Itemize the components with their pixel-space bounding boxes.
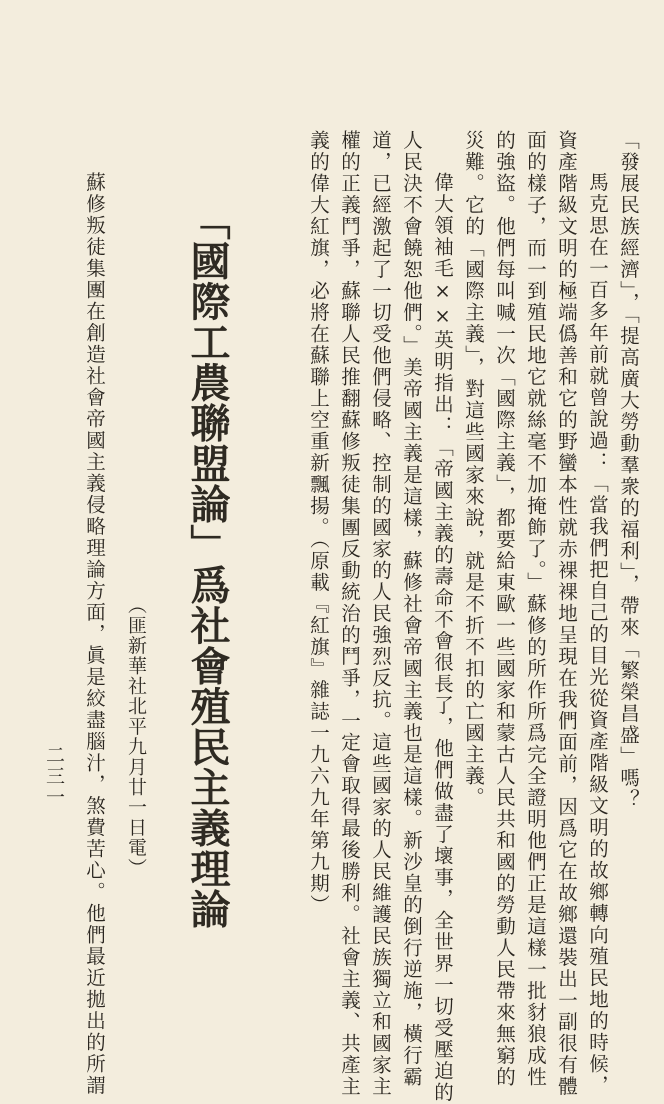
text-column: 人民決不會饒恕他們。」美帝國主義是這樣，蘇修社會帝國主義也是這樣。新沙皇的倒行逆施，橫行霸 — [400, 130, 423, 1088]
text-column: 蘇修叛徒集團在創造社會帝國主義侵略理論方面，眞是絞盡腦汁，煞費苦心。他們最近拋出的所謂 — [83, 172, 106, 1097]
text-column: 道，已經激起了一切受他們侵略、控制的國家的人民強烈反抗。這些國家的人民維護民族獨立和國家主 — [369, 130, 392, 1098]
text-column: 資產階級文明的極端僞善和它的野蠻本性就赤裸裸地呈現在我們面前，因爲它在故鄉還裝出一副很有體 — [555, 130, 578, 1098]
text-column: 義的偉大紅旗，必將在蘇聯上空重新飄揚。（原載『紅旗』雜誌一九六九年第九期） — [307, 130, 330, 916]
text-column: 的強盜。他們每叫喊一次「國際主義」，都要給東歐一些國家和蒙古人民共和國的勞動人民帶來無窮的 — [493, 130, 516, 1088]
text-column: 災難。它的「國際主義」，對這些國家來說，就是不折不扣的亡國主義。 — [462, 130, 485, 809]
article-source: （匪新華社北平九月廿一日電） — [125, 595, 147, 878]
text-column: 權的正義鬥爭，蘇聯人民推翻蘇修叛徒集團反動統治的鬥爭，一定會取得最後勝利。社會主義、共產主 — [338, 130, 361, 1098]
text-column: 偉大領袖毛××英明指出：「帝國主義的壽命不會很長了，他們做盡了壞事，全世界一切受壓迫的 — [431, 172, 454, 1104]
text-column: 面的樣子，而一到殖民地它就絲毫不加掩飾了。」蘇修的所作所爲完全證明他們正是這樣一批豺狼成性 — [524, 130, 547, 1088]
article-title: 「國際工農聯盟論」爲社會殖民主義理論 — [184, 200, 231, 929]
page-number: 二三一 — [43, 745, 65, 808]
text-column: 馬克思在一百多年前就曾說過：「當我們把自己的目光從資產階級文明的故鄉轉向殖民地的時候， — [586, 172, 609, 1097]
text-column: 「發展民族經濟」，「提高廣大勞動羣衆的福利」，帶來「繁榮昌盛」嗎？ — [617, 130, 640, 811]
